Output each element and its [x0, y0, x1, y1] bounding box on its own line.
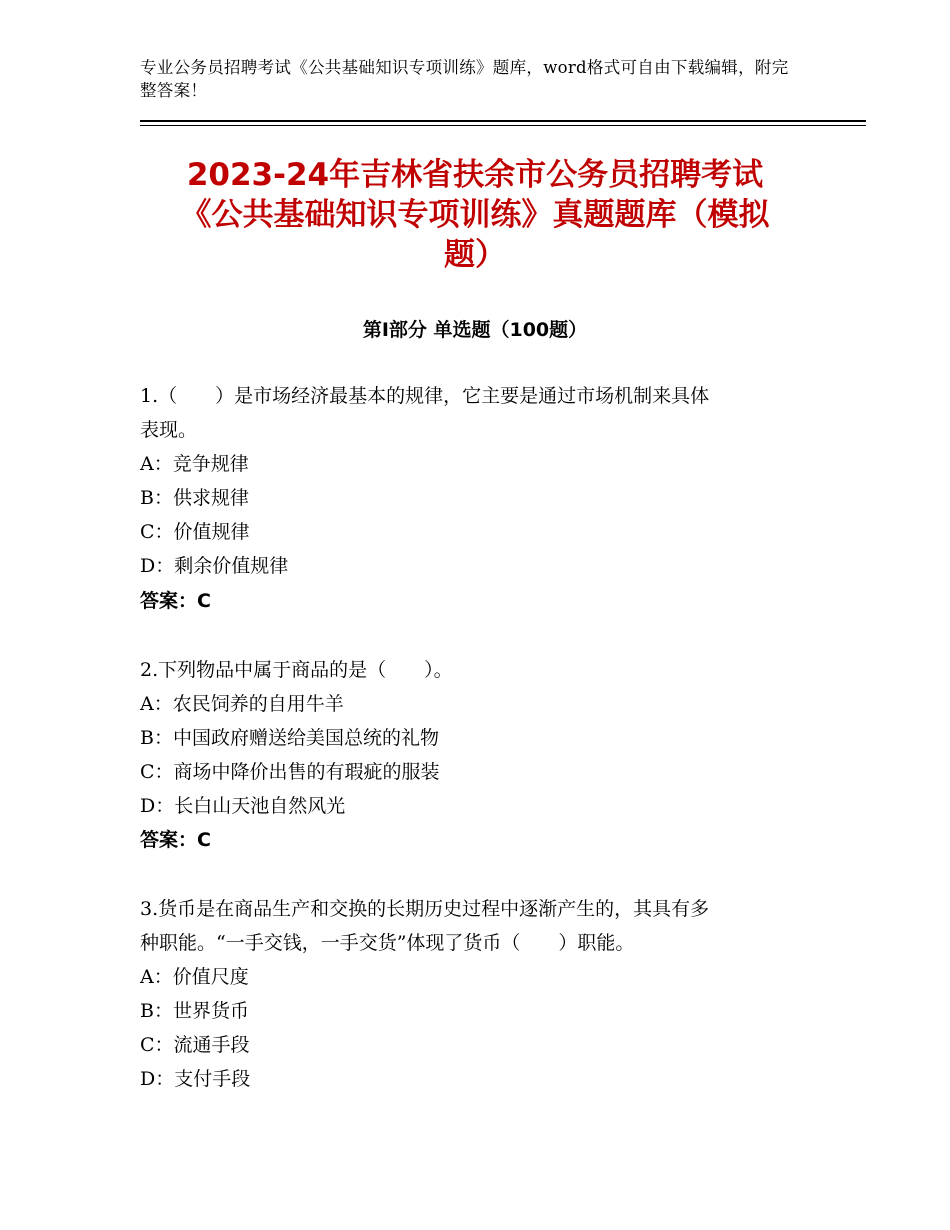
question-2-answer: 答案：C [140, 829, 211, 851]
title-line: 《公共基础知识专项训练》真题题库（模拟 [180, 197, 770, 233]
question-1-option-b: B：供求规律 [140, 487, 249, 509]
header-rule-thin [140, 125, 866, 126]
question-2-option-d: D：长白山天池自然风光 [140, 795, 346, 817]
section-heading: 第Ⅰ部分 单选题（100题） [362, 319, 588, 341]
question-2-option-c: C：商场中降价出售的有瑕疵的服装 [140, 761, 440, 783]
question-3-stem-line-2: 种职能。“一手交钱，一手交货”体现了货币（ ）职能。 [140, 932, 635, 954]
question-2-stem-line-1: 2.下列物品中属于商品的是（ ）。 [140, 659, 453, 681]
header-note: 专业公务员招聘考试《公共基础知识专项训练》题库，word格式可自由下载编辑，附完整答案！ [140, 58, 789, 100]
question-3-option-a: A：价值尺度 [140, 966, 249, 988]
header-rule-thick [140, 120, 866, 122]
document-title [140, 155, 810, 275]
question-1-option-a: A：竞争规律 [140, 453, 249, 475]
title-line: 题） [444, 237, 506, 273]
question-1-option-c: C：价值规律 [140, 521, 250, 543]
question-1-answer: 答案：C [140, 590, 211, 612]
title-line: 2023-24年吉林省扶余市公务员招聘考试 [186, 157, 764, 193]
question-3-option-d: D：支付手段 [140, 1068, 251, 1090]
question-1-option-d: D：剩余价值规律 [140, 555, 289, 577]
question-1-stem-line-1: 1.（ ）是市场经济最基本的规律，它主要是通过市场机制来具体 [140, 385, 710, 407]
question-3-option-c: C：流通手段 [140, 1034, 250, 1056]
question-2-option-b: B：中国政府赠送给美国总统的礼物 [140, 727, 439, 749]
question-1-stem-line-2: 表现。 [140, 419, 198, 441]
question-3-stem-line-1: 3.货币是在商品生产和交换的长期历史过程中逐渐产生的，其具有多 [140, 898, 710, 920]
question-3-option-b: B：世界货币 [140, 1000, 249, 1022]
question-2-option-a: A：农民饲养的自用牛羊 [140, 693, 344, 715]
